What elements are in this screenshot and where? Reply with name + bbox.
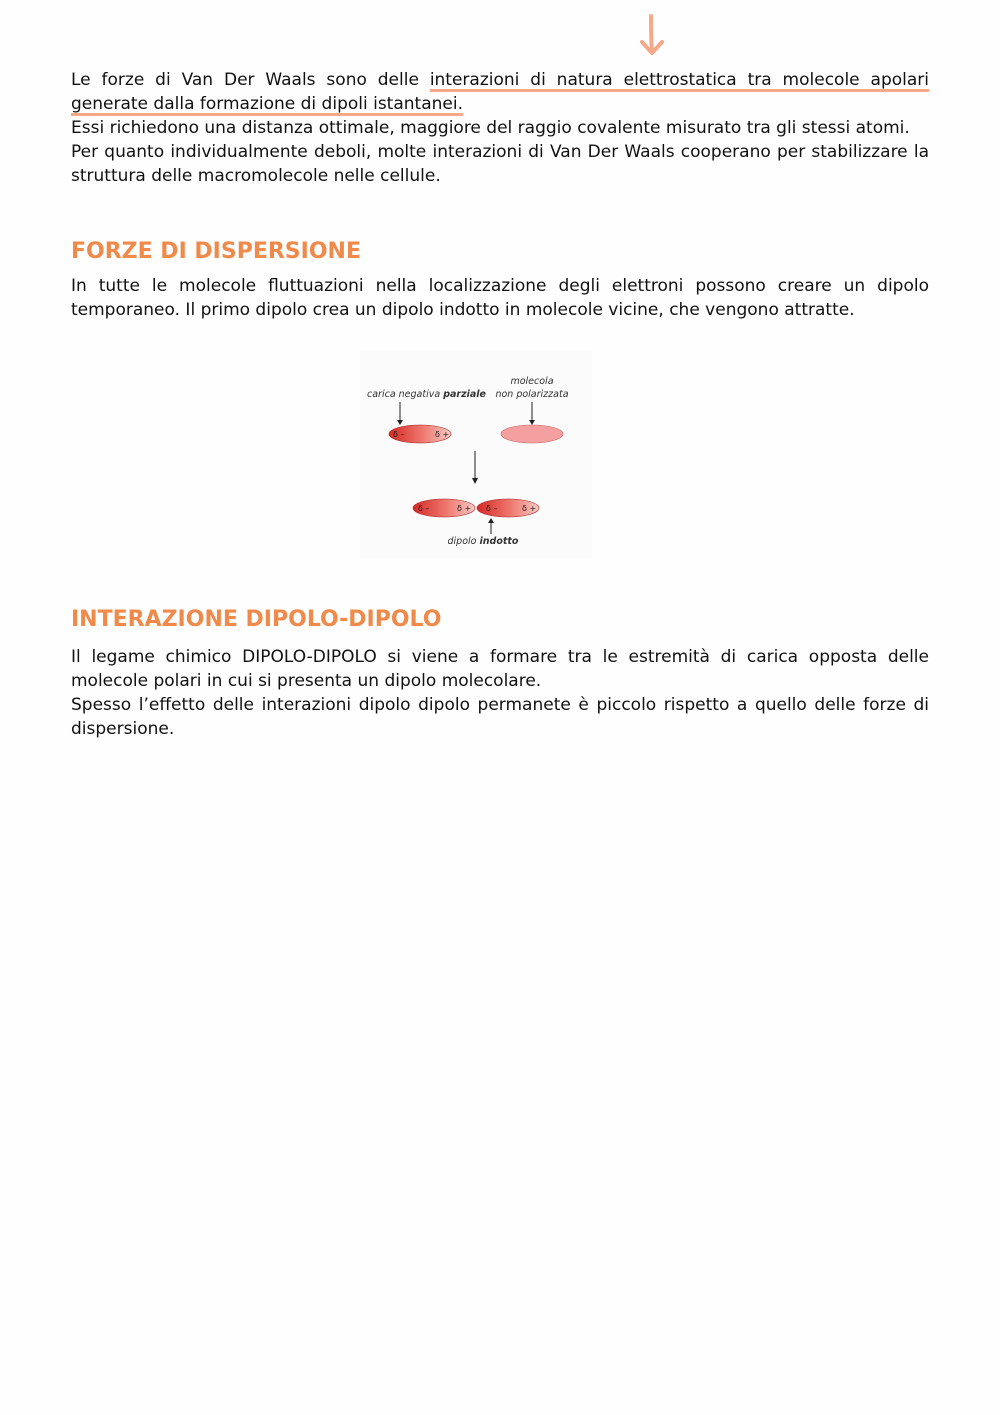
dipole-figure [360,350,592,558]
delta-plus-bottom-left: δ + [457,504,472,513]
delta-plus-top: δ + [435,430,450,439]
intro-line-2: Essi richiedono una distanza ottimale, maggiore del raggio covalente misurato tra gli stessi atomi. [71,118,910,138]
dipole-diagram [360,350,592,558]
heading-forze-di-dispersione: FORZE DI DISPERSIONE [71,239,361,264]
dipole-dipole-section [71,645,929,741]
label-non-polarizzata: non polarizzata [495,389,569,400]
intro-lead: Le forze di Van Der Waals sono delle [71,70,430,90]
delta-minus-bottom-right: δ – [486,504,498,513]
dipole-dipole-paragraph-2: Spesso l’effetto delle interazioni dipolo dipolo permanete è piccolo rispetto a quello delle forze di dispersione. [71,695,929,739]
intro-highlight: interazioni di natura elettrostatica tra molecole apolari generate dalla formazione di dipoli istantanei. [71,70,929,114]
arrowhead-center [472,478,478,484]
delta-minus-top: δ – [393,430,405,439]
arrowhead-right [529,420,535,425]
arrowhead-left [397,420,403,425]
delta-plus-bottom-right: δ + [522,504,537,513]
annotation-arrow-icon [636,14,668,58]
intro-paragraph [71,68,929,116]
dipole-dipole-paragraph-1: Il legame chimico DIPOLO-DIPOLO si viene a formare tra le estremità di carica opposta delle molecole polari in cui si presenta un dipolo molecolare. [71,647,929,691]
dispersion-paragraph: In tutte le molecole fluttuazioni nella localizzazione degli elettroni possono creare un dipolo temporaneo. Il primo dipolo crea un dipolo indotto in molecole vicine, che vengono attratte. [71,276,929,320]
intro-line-3: Per quanto individualmente deboli, molte interazioni di Van Der Waals cooperano per stabilizzare la struttura delle macromolecole nelle cellule. [71,142,929,186]
label-dipolo-indotto: dipolo indotto [447,536,519,547]
heading-interazione-dipolo-dipolo: INTERAZIONE DIPOLO-DIPOLO [71,607,442,632]
delta-minus-bottom-left: δ – [418,504,430,513]
label-carica-negativa: carica negativa parziale [367,389,486,400]
molecule-non-polarized [501,425,563,443]
arrowhead-up [488,518,494,523]
document-body [71,68,929,322]
label-molecola: molecola [510,376,554,387]
